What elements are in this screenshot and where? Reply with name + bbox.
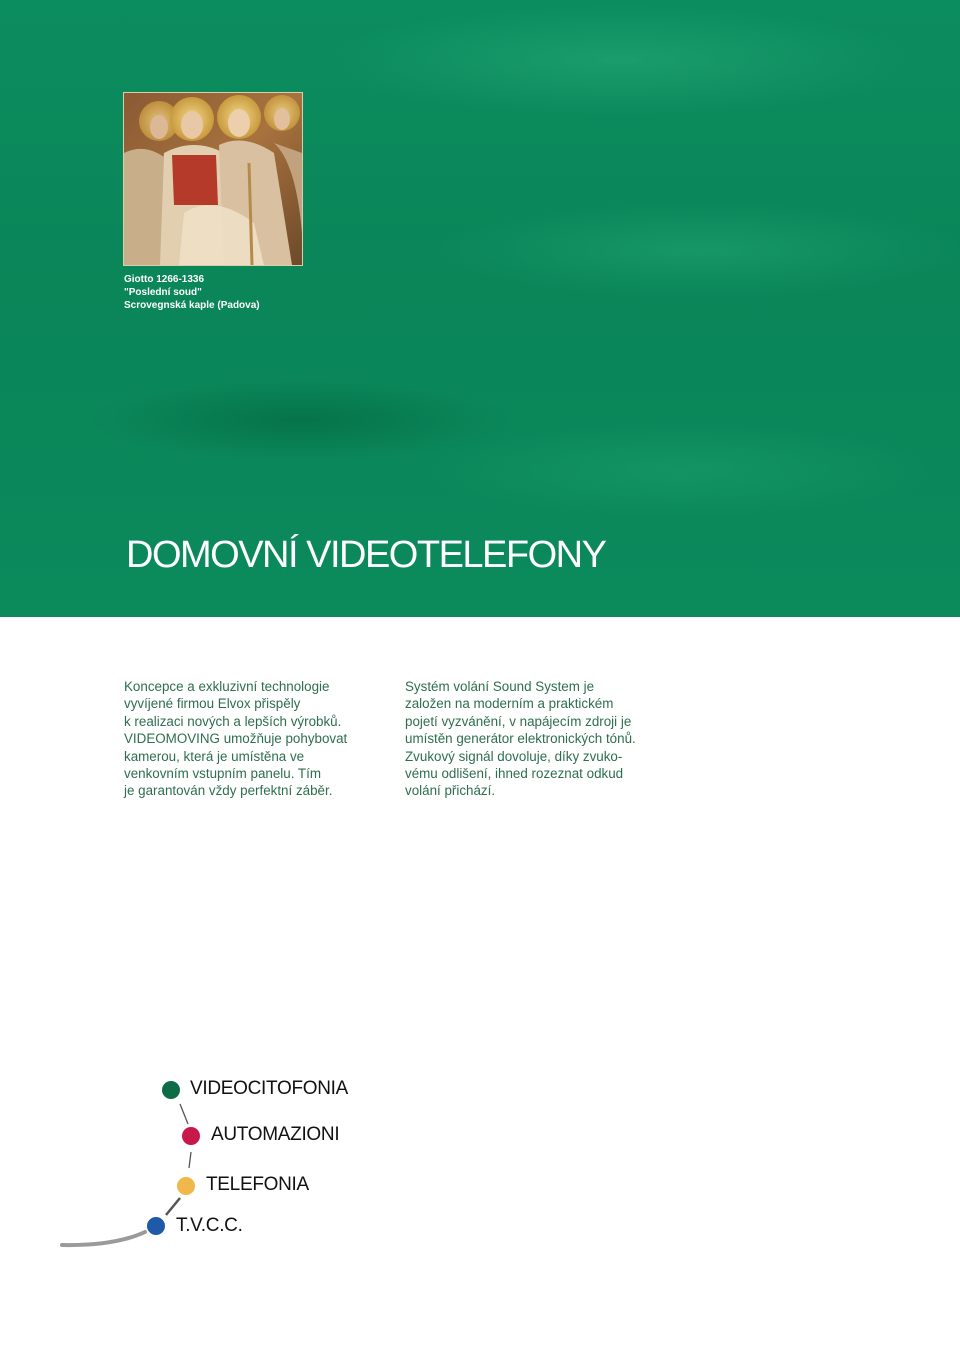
paragraph-line: založen na moderním a praktickém (405, 696, 614, 712)
caption-line: "Poslední soud" (124, 287, 202, 298)
brand-label-videocitofonia: VIDEOCITOFONIA (190, 1078, 349, 1099)
telefonia-dot (177, 1177, 195, 1195)
automazioni-dot (182, 1127, 200, 1145)
videocitofonia-dot (162, 1081, 180, 1099)
caption-line: Scrovegnská kaple (Padova) (124, 300, 260, 311)
paragraph-line: volání přichází. (405, 783, 496, 799)
paragraph-line: venkovním vstupním panelu. Tím (124, 766, 321, 782)
fresco-painting (124, 93, 302, 265)
paragraph-line: kamerou, která je umístěna ve (124, 748, 305, 764)
brand-divisions-graphic (0, 1060, 420, 1260)
tvcc-dot (147, 1217, 165, 1235)
giotto-fresco-image (123, 92, 303, 266)
paragraph-line: je garantován vždy perfektní záběr. (124, 783, 333, 799)
paragraph-line: vému odlišení, ihned rozeznat odkud (405, 766, 624, 782)
brand-label-telefonia: TELEFONIA (206, 1174, 309, 1195)
paragraph-line: umístěn generátor elektronických tónů. (405, 731, 636, 747)
brand-label-automazioni: AUTOMAZIONI (211, 1124, 340, 1145)
paragraph-line: Koncepce a exkluzivní technologie (124, 679, 330, 694)
paragraph-line: k realizaci nových a lepších výrobků. (124, 713, 342, 729)
intro-paragraph-right (405, 678, 665, 800)
hero-banner (0, 0, 960, 617)
page-title: DOMOVNÍ VIDEOTELEFONY (126, 534, 606, 576)
paragraph-line: Zvukový signál dovoluje, díky zvuko- (405, 748, 623, 764)
caption-line: Giotto 1266-1336 (124, 274, 205, 285)
brand-label-tvcc: T.V.C.C. (176, 1215, 243, 1236)
intro-paragraph-left (124, 678, 384, 800)
paragraph-line: Systém volání Sound System je (405, 679, 595, 694)
artwork-caption (124, 273, 260, 312)
paragraph-line: vyvíjené firmou Elvox přispěly (124, 696, 301, 712)
paragraph-line: VIDEOMOVING umožňuje pohybovat (124, 731, 348, 747)
paragraph-line: pojetí vyzvánění, v napájecím zdroji je (405, 713, 632, 729)
